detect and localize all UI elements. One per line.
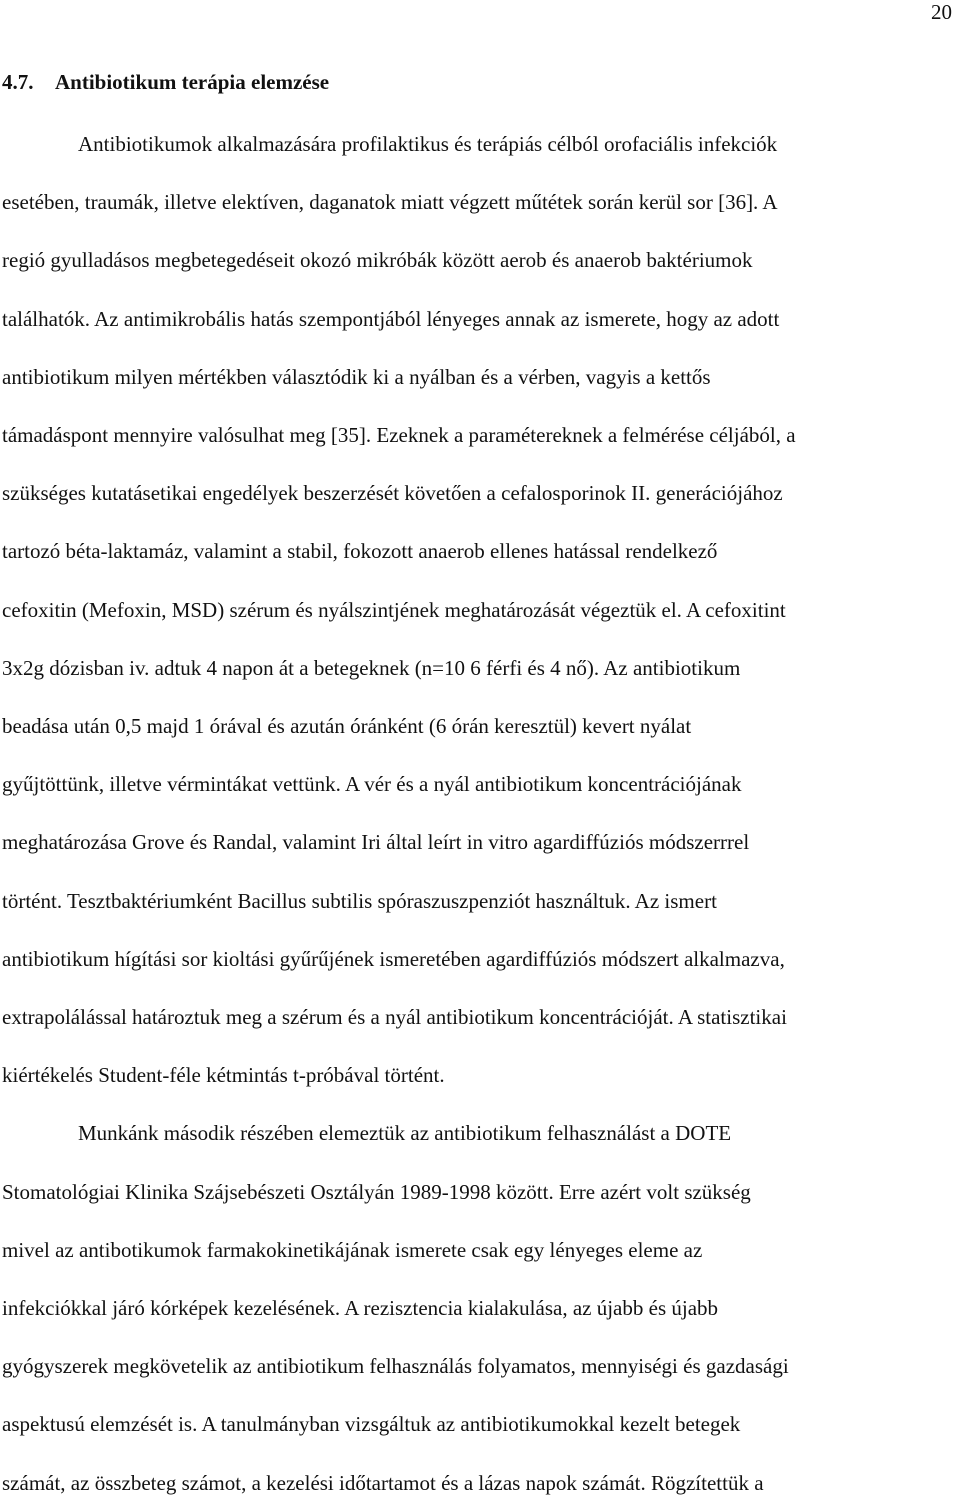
paragraph-first-line: Munkánk második részében elemeztük az antibiotikum felhasználást a DOTE	[78, 1121, 732, 1145]
paragraph-line: esetében, traumák, illetve elektíven, daganatok miatt végzett műtétek során kerül sor [36]. A	[2, 190, 778, 214]
paragraph-line: szükséges kutatásetikai engedélyek beszerzését követően a cefalosporinok II. generációjához	[2, 481, 783, 505]
paragraph-line: meghatározása Grove és Randal, valamint Iri által leírt in vitro agardiffúziós módszerrrel	[2, 830, 750, 854]
paragraph-line: 3x2g dózisban iv. adtuk 4 napon át a betegeknek (n=10 6 férfi és 4 nő). Az antibiotikum	[2, 656, 741, 680]
paragraph-line: találhatók. Az antimikrobális hatás szempontjából lényeges annak az ismerete, hogy az adott	[2, 307, 780, 331]
paragraph-line: Stomatológiai Klinika Szájsebészeti Osztályán 1989-1998 között. Erre azért volt szükség	[2, 1180, 751, 1204]
paragraph-line: gyógyszerek megkövetelik az antibiotikum felhasználás folyamatos, mennyiségi és gazdasági	[2, 1354, 789, 1378]
paragraph-line: infekciókkal járó kórképek kezelésének. A rezisztencia kialakulása, az újabb és újabb	[2, 1296, 719, 1320]
section-number: 4.7.	[2, 70, 34, 94]
paragraph-line: antibiotikum milyen mértékben választódik ki a nyálban és a vérben, vagyis a kettős	[2, 365, 711, 389]
paragraph-line: támadáspont mennyire valósulhat meg [35]. Ezeknek a paramétereknek a felmérése céljából, a	[2, 423, 796, 447]
paragraph-line: antibiotikum hígítási sor kioltási gyűrűjének ismeretében agardiffúziós módszert alkalmazva,	[2, 947, 785, 971]
paragraph-line: aspektusú elemzését is. A tanulmányban vizsgáltuk az antibiotikumokkal kezelt betegek	[2, 1412, 741, 1436]
page-number: 20	[931, 0, 952, 24]
paragraph-line: történt. Tesztbaktériumként Bacillus subtilis spóraszuszpenziót használtuk. Az ismert	[2, 889, 717, 913]
paragraph-line: mivel az antibotikumok farmakokinetikájának ismerete csak egy lényeges eleme az	[2, 1238, 703, 1262]
paragraph-line: cefoxitin (Mefoxin, MSD) szérum és nyálszintjének meghatározását végeztük el. A cefoxitint	[2, 598, 786, 622]
paragraph-line: beadása után 0,5 majd 1 órával és azután óránként (6 órán keresztül) kevert nyálat	[2, 714, 692, 738]
paragraph-line: gyűjtöttünk, illetve vérmintákat vettünk. A vér és a nyál antibiotikum koncentrációjának	[2, 772, 742, 796]
paragraph-first-line: Antibiotikumok alkalmazására profilaktikus és terápiás célból orofaciális infekciók	[78, 132, 778, 156]
paragraph-line: számát, az összbeteg számot, a kezelési időtartamot és a lázas napok számát. Rögzítettük a	[2, 1471, 764, 1495]
paragraph-line: extrapolálással határoztuk meg a szérum és a nyál antibiotikum koncentrációját. A statisztikai	[2, 1005, 787, 1029]
section-heading	[2, 68, 329, 96]
paragraph-line: kiértékelés Student-féle kétmintás t-próbával történt.	[2, 1063, 445, 1087]
section-title: Antibiotikum terápia elemzése	[55, 70, 330, 94]
paragraph-line: regió gyulladásos megbetegedéseit okozó mikróbák között aerob és anaerob baktériumok	[2, 248, 753, 272]
paragraph-line: tartozó béta-laktamáz, valamint a stabil, fokozott anaerob ellenes hatással rendelkező	[2, 539, 718, 563]
